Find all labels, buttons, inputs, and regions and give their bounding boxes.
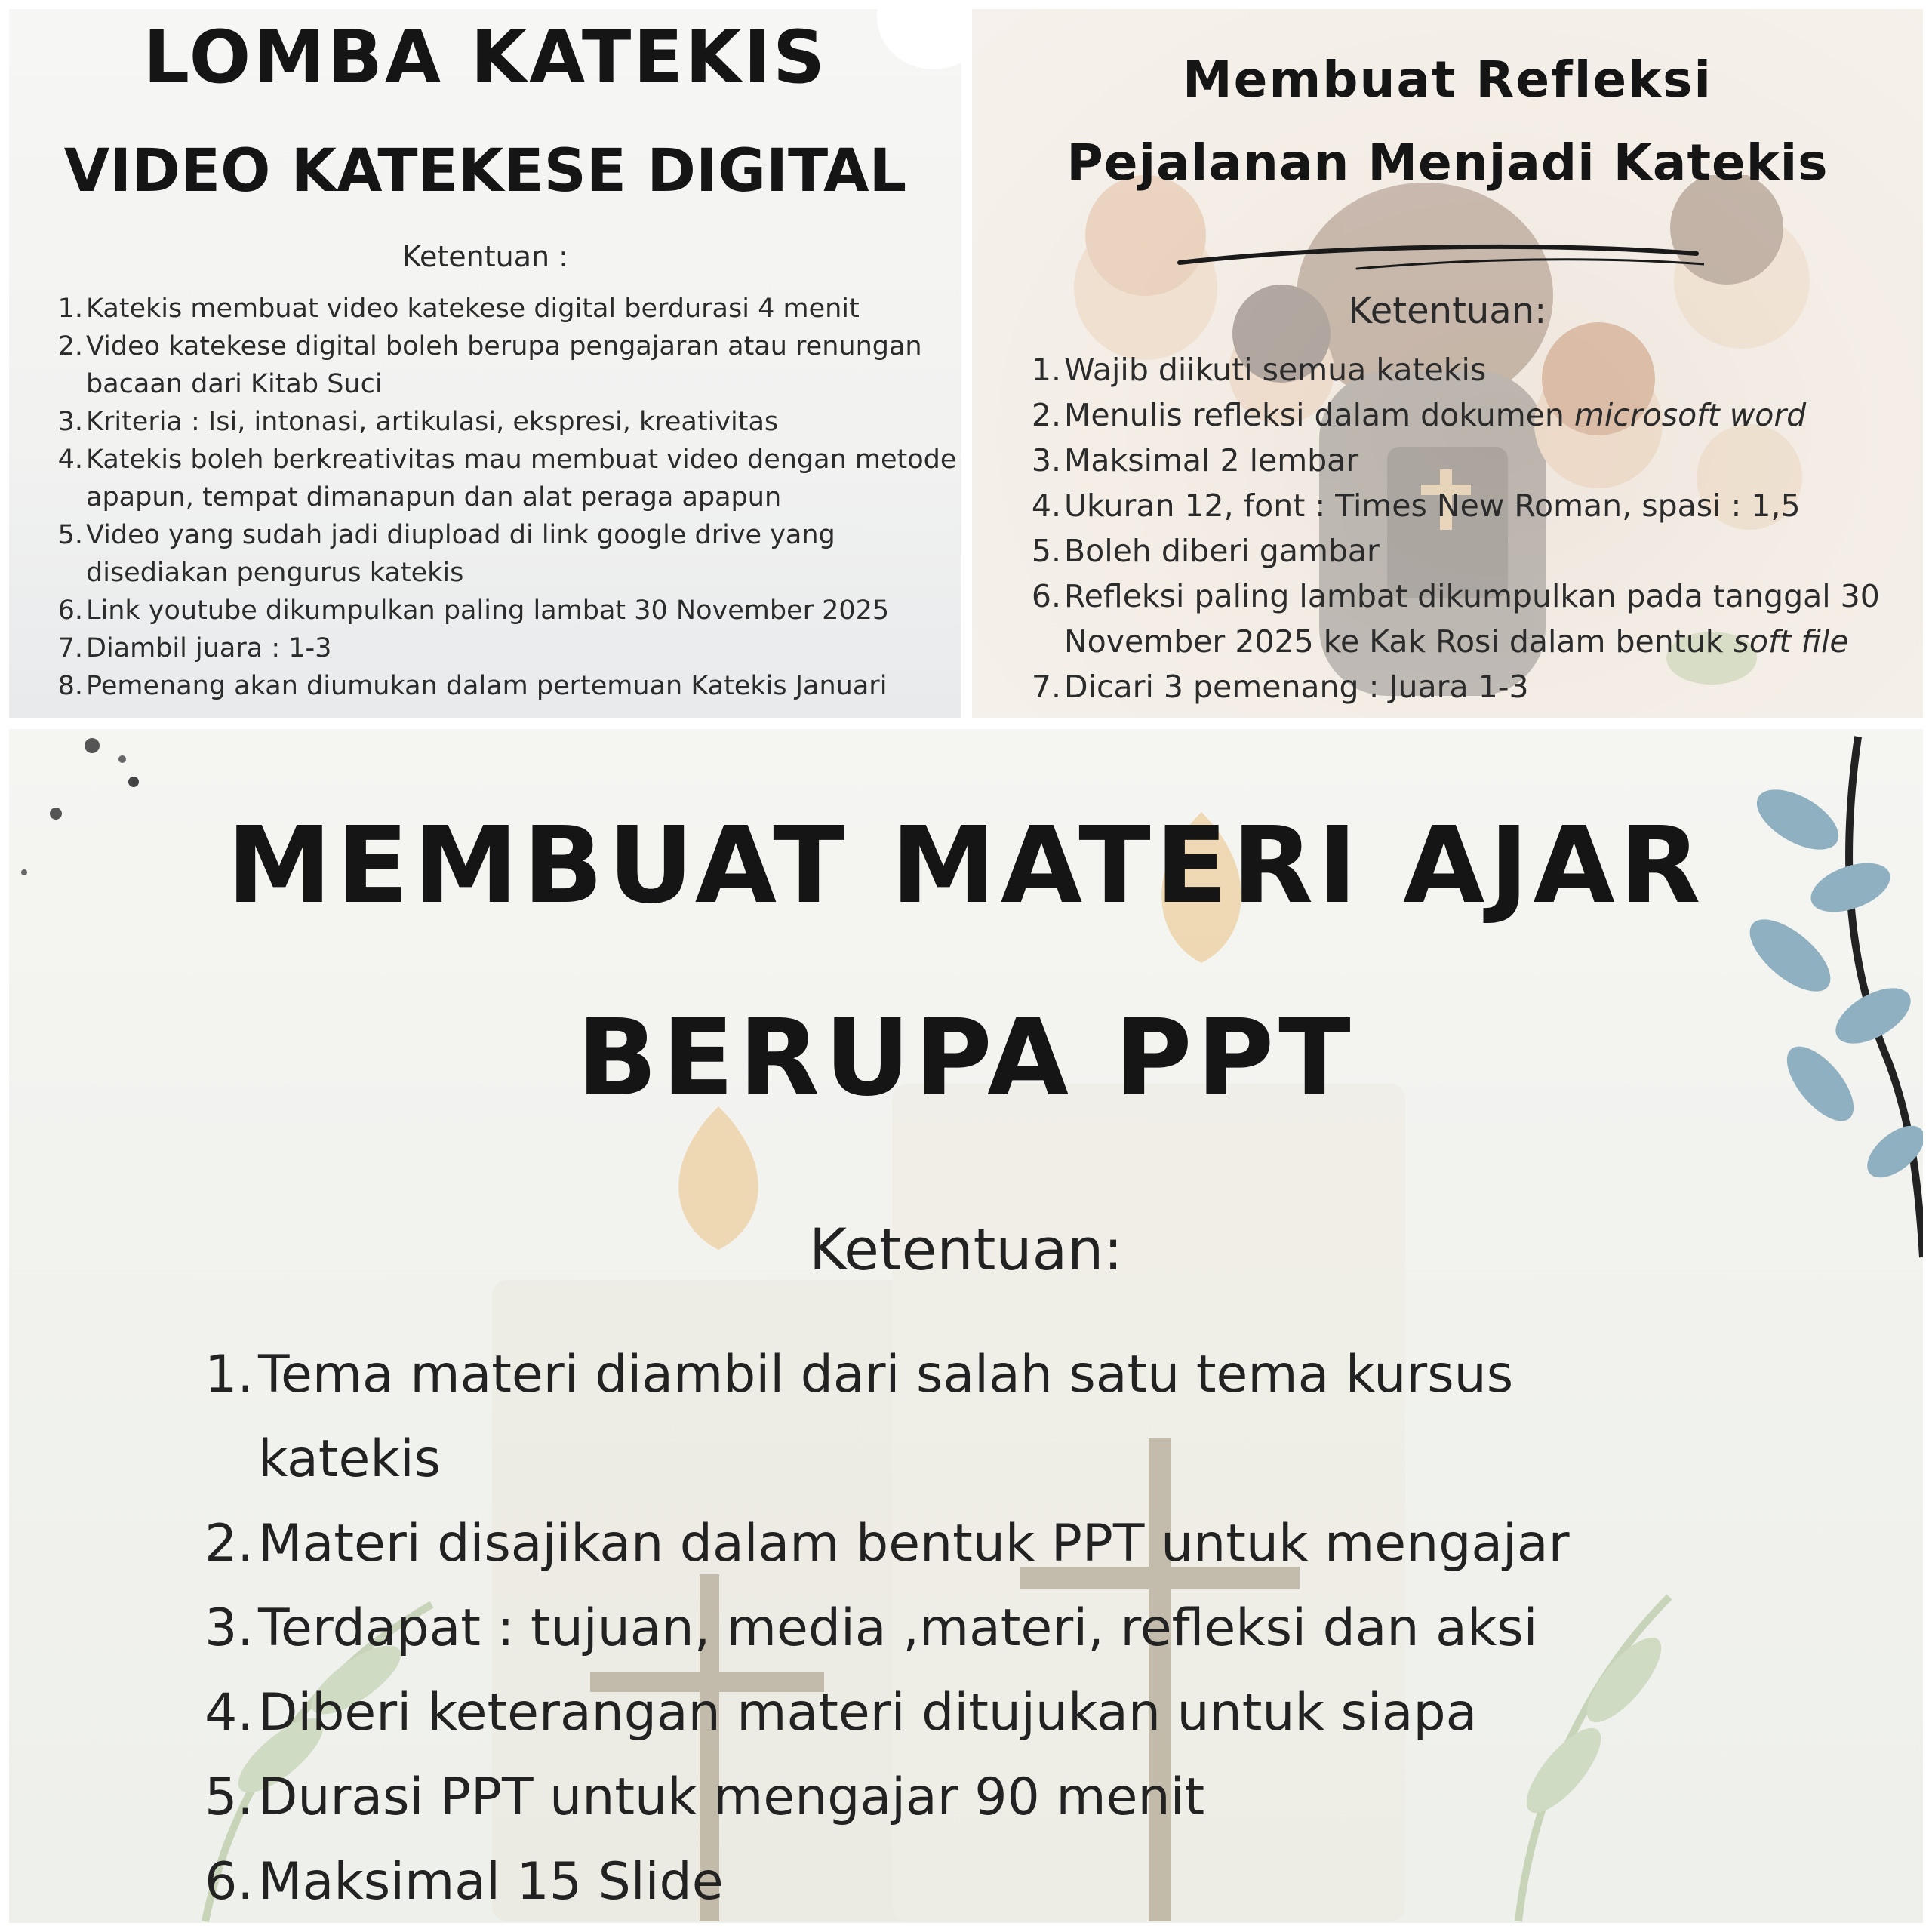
poster-subtitle: VIDEO KATEKESE DIGITAL (63, 137, 907, 205)
rules-heading: Ketentuan: (809, 1216, 1123, 1283)
poster-title-line2: Pejalanan Menjadi Katekis (1066, 134, 1829, 192)
rules-list (9, 290, 961, 705)
poster-materi-ajar (9, 729, 1923, 1923)
poster-refleksi (972, 9, 1923, 718)
rule-item: 3. Terdapat : tujuan, media ,materi, refleksi dan aksi (205, 1598, 1538, 1658)
rule-item: 4. Ukuran 12, font : Times New Roman, spasi : 1,5 (1031, 488, 1801, 524)
rule-item: 4. Diberi keterangan materi ditujukan untuk siapa (205, 1683, 1478, 1743)
brush-underline (1176, 235, 1704, 273)
rule-item: 7. Diambil juara : 1-3 (57, 633, 332, 663)
rule-item: 1. Katekis membuat video katekese digital berdurasi 4 menit (57, 294, 860, 324)
rule-item: 6. Maksimal 15 Slide (205, 1852, 724, 1912)
rule-item: 5. Durasi PPT untuk mengajar 90 menit (205, 1767, 1205, 1827)
rule-item: 3. Kriteria : Isi, intonasi, artikulasi, ekspresi, kreativitas (57, 407, 779, 437)
rules-list (9, 1333, 1923, 1923)
rule-item: 3. Maksimal 2 lembar (1031, 442, 1359, 478)
rule-item-continuation: November 2025 ke Kak Rosi dalam bentuk soft file (1064, 623, 1849, 660)
rule-item: 6. Link youtube dikumpulkan paling lambat 30 November 2025 (57, 595, 890, 626)
poster-title-line1: MEMBUAT MATERI AJAR (226, 804, 1706, 928)
rule-item-continuation: bacaan dari Kitab Suci (86, 369, 383, 399)
rules-list (972, 347, 1923, 709)
rule-item: 8. Pemenang akan diumukan dalam pertemuan Katekis Januari (57, 671, 888, 701)
rule-item: 4. Katekis boleh berkreativitas mau membuat video dengan metode (57, 445, 957, 475)
poster-title-line1: Membuat Refleksi (1183, 51, 1712, 109)
rule-item: 2. Video katekese digital boleh berupa pengajaran atau renungan (57, 331, 922, 361)
rules-heading: Ketentuan : (401, 240, 568, 273)
rule-item: 6. Refleksi paling lambat dikumpulkan pada tanggal 30 (1031, 578, 1880, 614)
rule-item: 5. Video yang sudah jadi diupload di link google drive yang (57, 520, 835, 550)
poster-title-line2: BERUPA PPT (577, 997, 1355, 1120)
rule-item: 2. Menulis refleksi dalam dokumen microsoft word (1031, 397, 1807, 433)
rule-item: 5. Boleh diberi gambar (1031, 533, 1380, 569)
rule-item-continuation: apapun, tempat dimanapun dan alat peraga apapun (86, 482, 782, 512)
rule-item: 1. Tema materi diambil dari salah satu tema kursus (205, 1345, 1514, 1404)
rule-item: 7. Dicari 3 pemenang : Juara 1-3 (1031, 669, 1529, 705)
poster-video-katekese (9, 9, 961, 718)
rules-heading: Ketentuan: (1348, 290, 1547, 332)
poster-title: LOMBA KATEKIS (143, 15, 828, 100)
rule-item-continuation: katekis (258, 1429, 441, 1489)
rule-item: 1. Wajib diikuti semua katekis (1031, 352, 1487, 388)
rule-item: 2. Materi disajikan dalam bentuk PPT untuk mengajar (205, 1514, 1570, 1574)
rule-item-continuation: disediakan pengurus katekis (86, 558, 464, 588)
